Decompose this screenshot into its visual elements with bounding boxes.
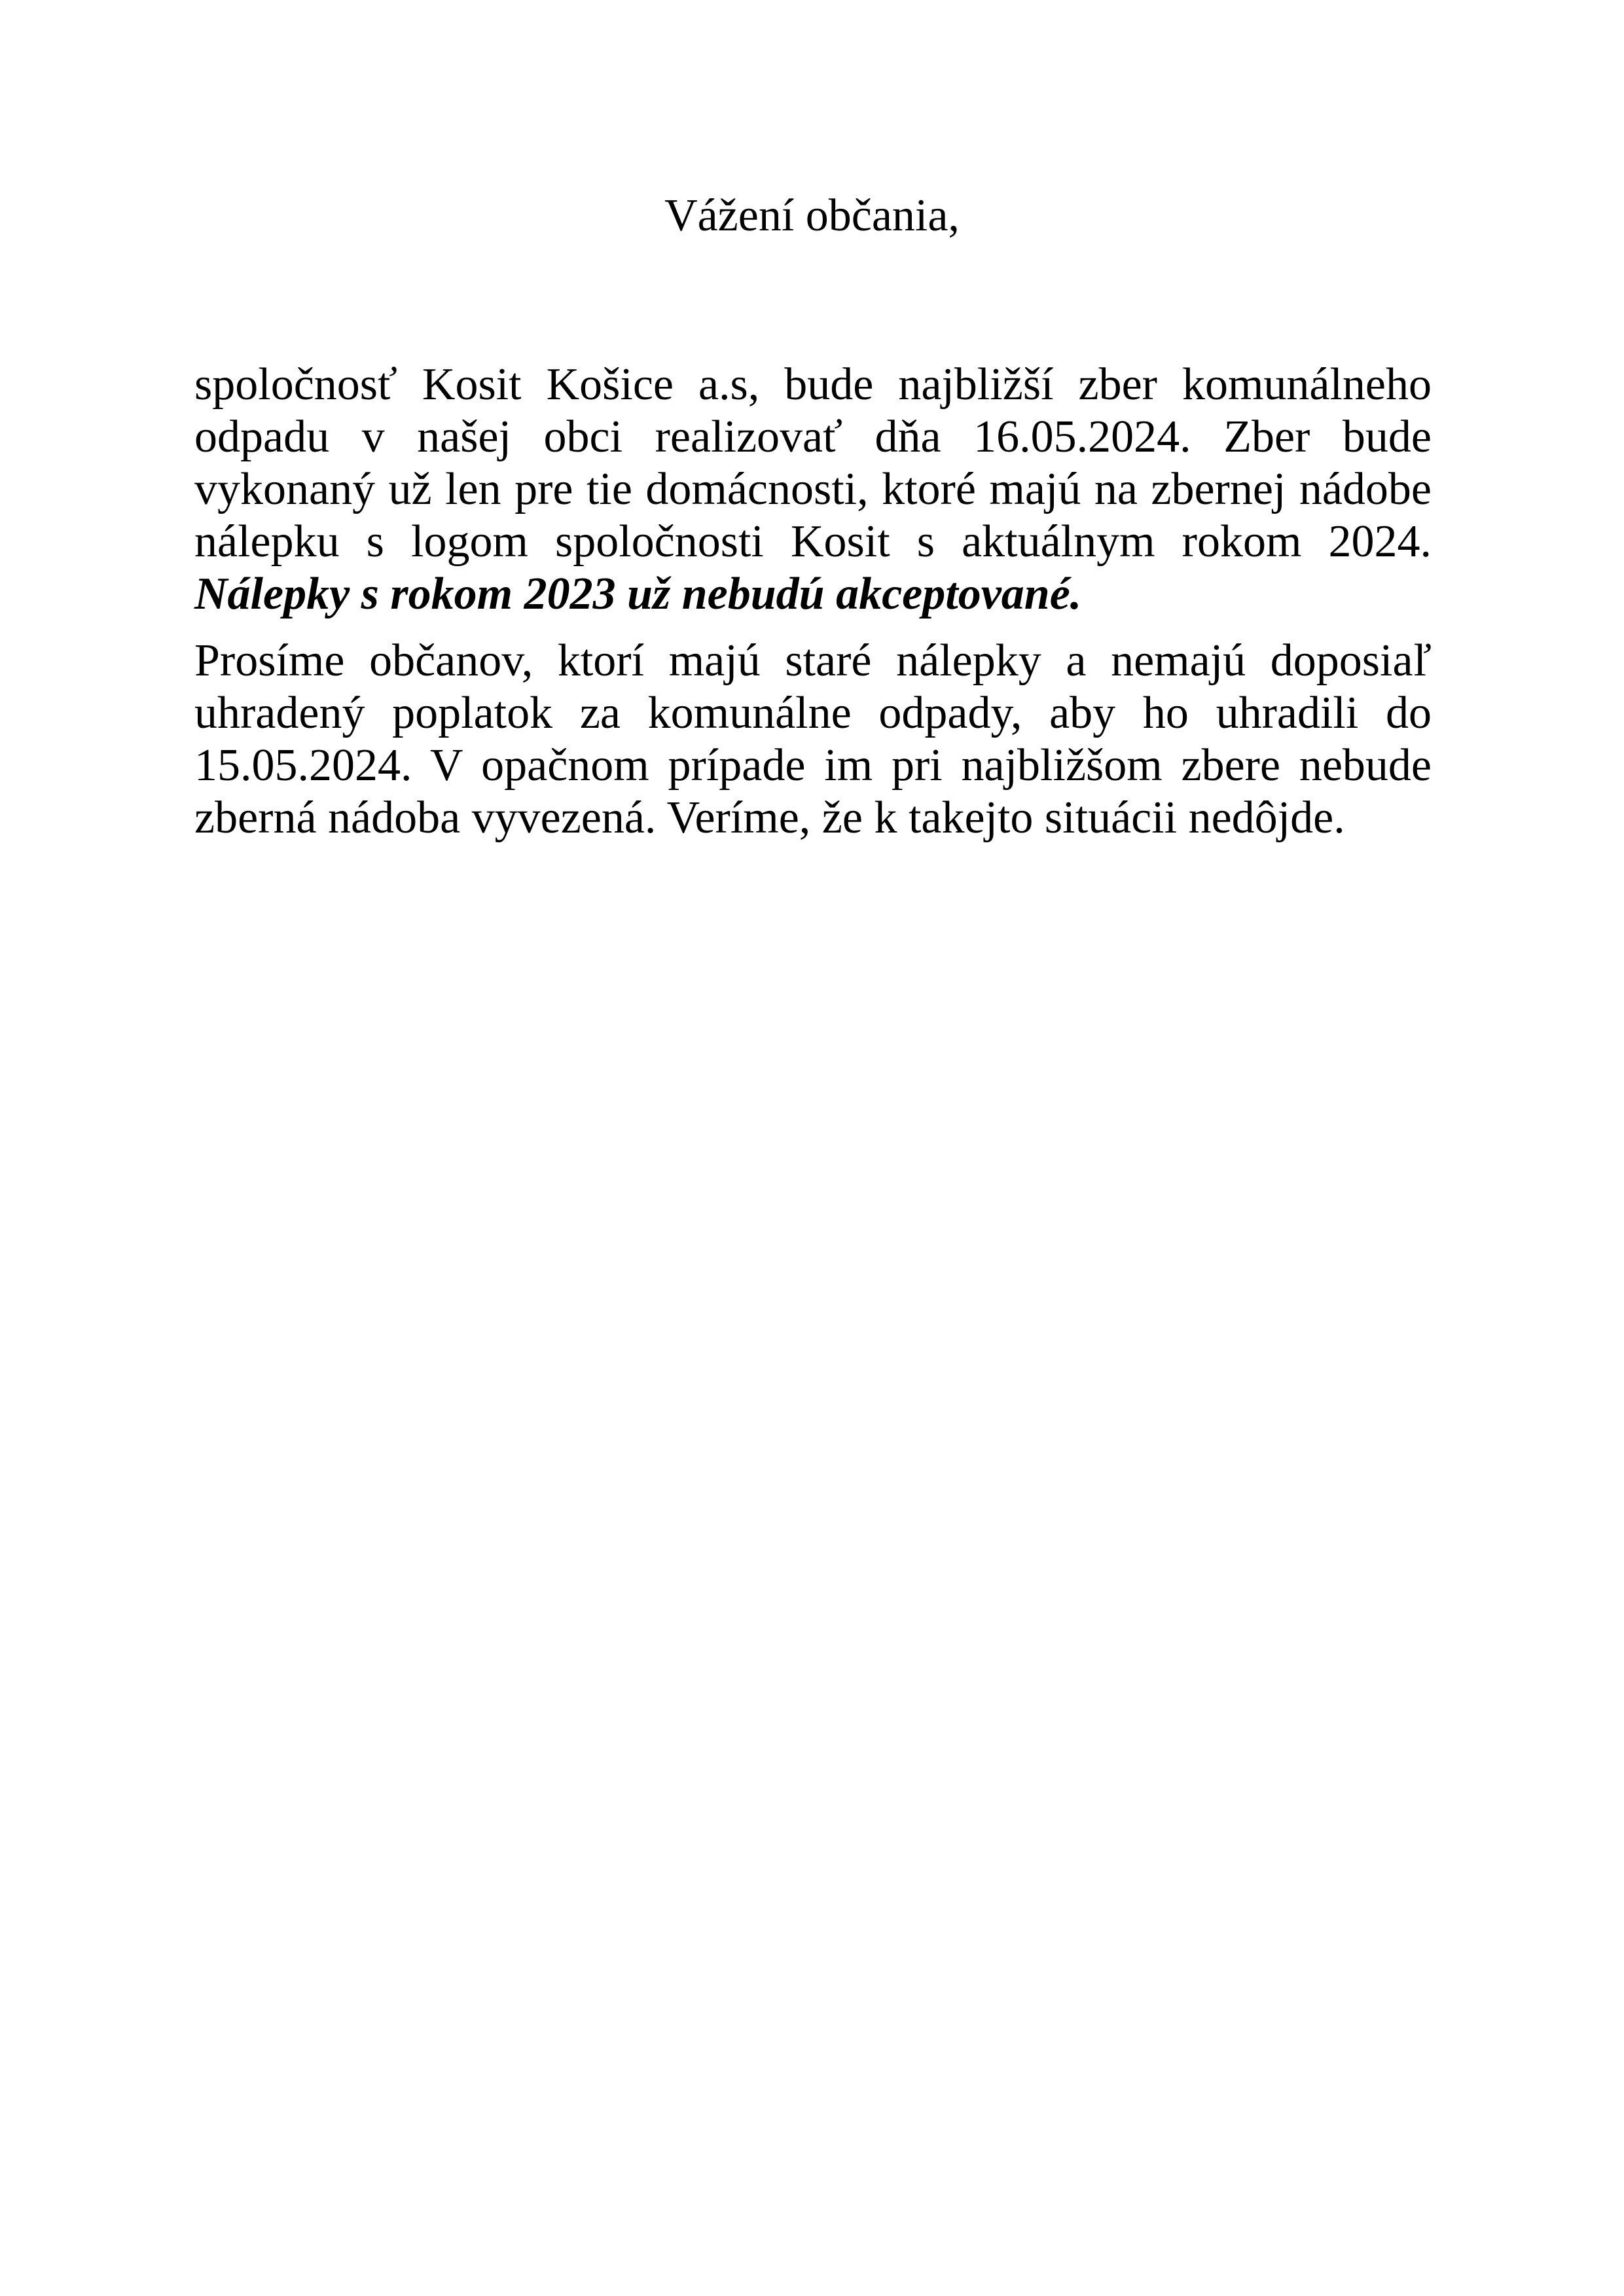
paragraph-collection-text: spoločnosť Kosit Košice a.s, bude najbližší zber komunálneho odpadu v našej obci realizovať dňa 16.05.2024. Zber bude vykonaný už len pre tie domácnosti, ktoré majú na zbernej nádobe nálepku s logom spoločnosti Kosit s aktuálnym rokom 2024. — [194, 359, 1432, 567]
paragraph-collection-notice — [194, 359, 1432, 620]
paragraph-payment-request: Prosíme občanov, ktorí majú staré nálepky a nemajú doposiaľ uhradený poplatok za komunálne odpady, aby ho uhradili do 15.05.2024. V opačnom prípade im pri najbližšom zbere nebude zberná nádoba vyvezená. Veríme, že k takejto situácii nedôjde. — [194, 636, 1432, 843]
sticker-warning-emphasis: Nálepky s rokom 2023 už nebudú akceptované. — [194, 569, 1082, 619]
greeting-heading: Vážení občania, — [664, 190, 960, 241]
notice-body — [194, 359, 1432, 844]
